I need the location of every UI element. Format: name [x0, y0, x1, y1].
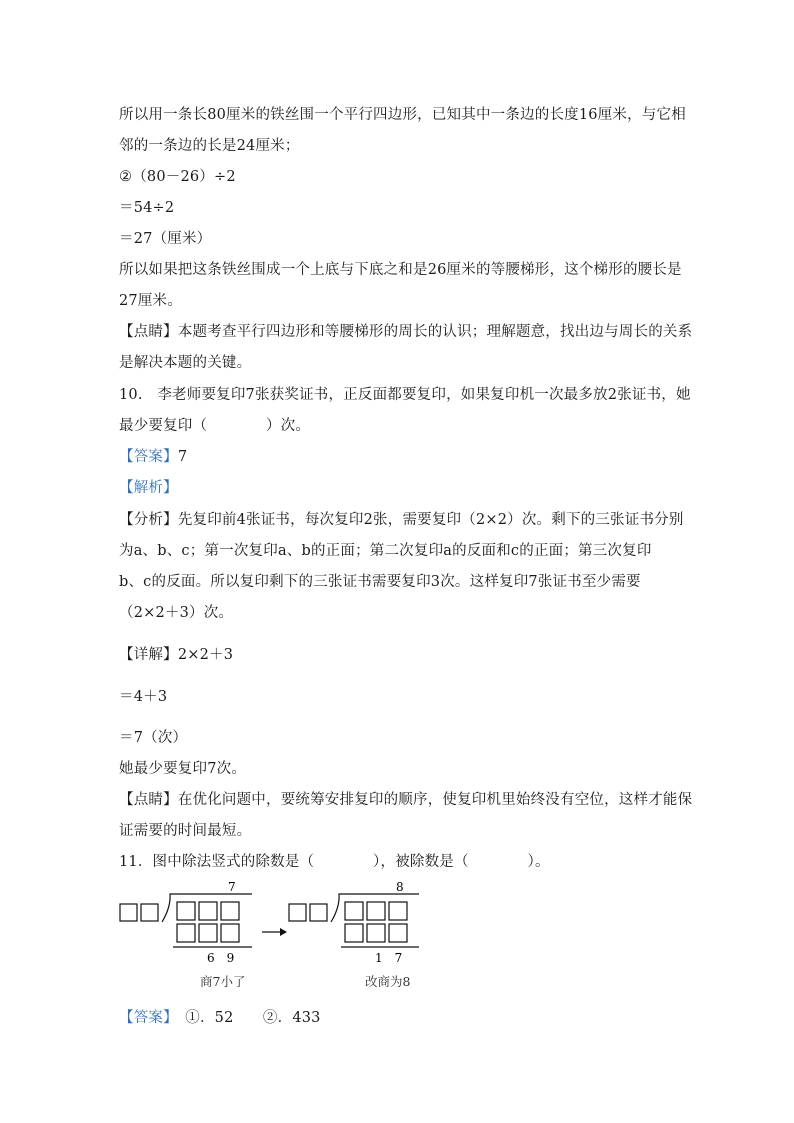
section-label: 【解析】	[119, 480, 178, 496]
line-text: 所以用一条长80厘米的铁丝围一个平行四边形，已知其中一条边的长度16厘米，与它相	[119, 107, 686, 123]
division-diagram	[115, 882, 435, 996]
text-line	[119, 289, 182, 310]
text-line	[119, 757, 246, 778]
left-remainder: 6 9	[207, 951, 235, 965]
text-line	[119, 819, 251, 840]
line-text: ＝54÷2	[119, 200, 175, 216]
section-label: 【答案】	[119, 1010, 171, 1026]
text-line	[119, 570, 641, 591]
line-text: ②（80－26）÷2	[119, 169, 236, 185]
line-text: 10. 李老师要复印7张获奖证书，正反面都要复印，如果复印机一次最多放2张证书，她	[119, 387, 691, 403]
text-line	[119, 134, 300, 155]
text-line	[119, 850, 550, 871]
text-line	[119, 414, 310, 435]
line-text: 为a、b、c；第一次复印a、b的正面；第二次复印a的反面和c的正面；第三次复印	[119, 543, 652, 559]
text-line	[119, 508, 684, 529]
right-division	[289, 882, 419, 989]
text-line	[119, 196, 174, 217]
line-text: 在优化问题中，要统筹安排复印的顺序，使复印机里始终没有空位，这样才能保	[177, 792, 693, 808]
text-line	[119, 685, 167, 706]
text-line	[119, 320, 692, 341]
line-text: 是解决本题的关键。	[119, 355, 252, 371]
line-text: 2×2＋3	[177, 647, 234, 663]
line-text: ＝4＋3	[119, 689, 168, 705]
text-line	[119, 227, 211, 248]
text-line	[119, 601, 233, 622]
text-line	[119, 476, 178, 497]
text-line	[119, 258, 682, 279]
line-text: 7	[177, 449, 188, 465]
arrow-icon	[262, 928, 287, 936]
right-caption: 改商为8	[365, 974, 411, 989]
text-line	[119, 643, 233, 664]
right-quotient: 8	[396, 882, 404, 894]
line-text: ＝27（厘米）	[119, 231, 212, 247]
line-text: ①．52 ②．433	[170, 1010, 321, 1026]
left-quotient: 7	[228, 882, 236, 894]
line-text: 11．图中除法竖式的除数是（ ），被除数是（ ）。	[119, 854, 550, 870]
text-line	[119, 351, 251, 372]
line-text: 最少要复印（ ）次。	[119, 418, 311, 434]
line-text: b、c的反面。所以复印剩下的三张证书需要复印3次。这样复印7张证书至少需要	[119, 574, 641, 590]
line-text: 27厘米。	[119, 293, 182, 309]
line-text: 所以如果把这条铁丝围成一个上底与下底之和是26厘米的等腰梯形，这个梯形的腰长是	[119, 262, 682, 278]
section-label: 【答案】	[119, 449, 178, 465]
division-figure	[115, 882, 435, 992]
line-text: ＝7（次）	[119, 730, 188, 746]
line-text: 本题考查平行四边形和等腰梯形的周长的认识；理解题意，找出边与周长的关系	[177, 324, 693, 340]
text-line	[119, 1006, 321, 1027]
right-remainder: 1 7	[375, 951, 403, 965]
line-text: 邻的一条边的长是24厘米；	[119, 138, 300, 154]
line-text: 她最少要复印7次。	[119, 761, 247, 777]
line-text: 先复印前4张证书，每次复印2张，需要复印（2×2）次。剩下的三张证书分别	[177, 512, 684, 528]
section-label: 【点睛】	[119, 324, 178, 340]
left-division	[120, 882, 252, 989]
text-line	[119, 165, 236, 186]
left-caption: 商7小了	[200, 974, 246, 989]
section-label: 【分析】	[119, 512, 178, 528]
line-text: （2×2＋3）次。	[119, 605, 234, 621]
line-text: 证需要的时间最短。	[119, 823, 252, 839]
text-line	[119, 788, 692, 809]
section-label: 【点睛】	[119, 792, 178, 808]
text-line	[119, 539, 652, 560]
section-label: 【详解】	[119, 647, 178, 663]
text-line	[119, 383, 691, 404]
text-line	[119, 103, 686, 124]
text-line	[119, 726, 187, 747]
text-line	[119, 445, 187, 466]
